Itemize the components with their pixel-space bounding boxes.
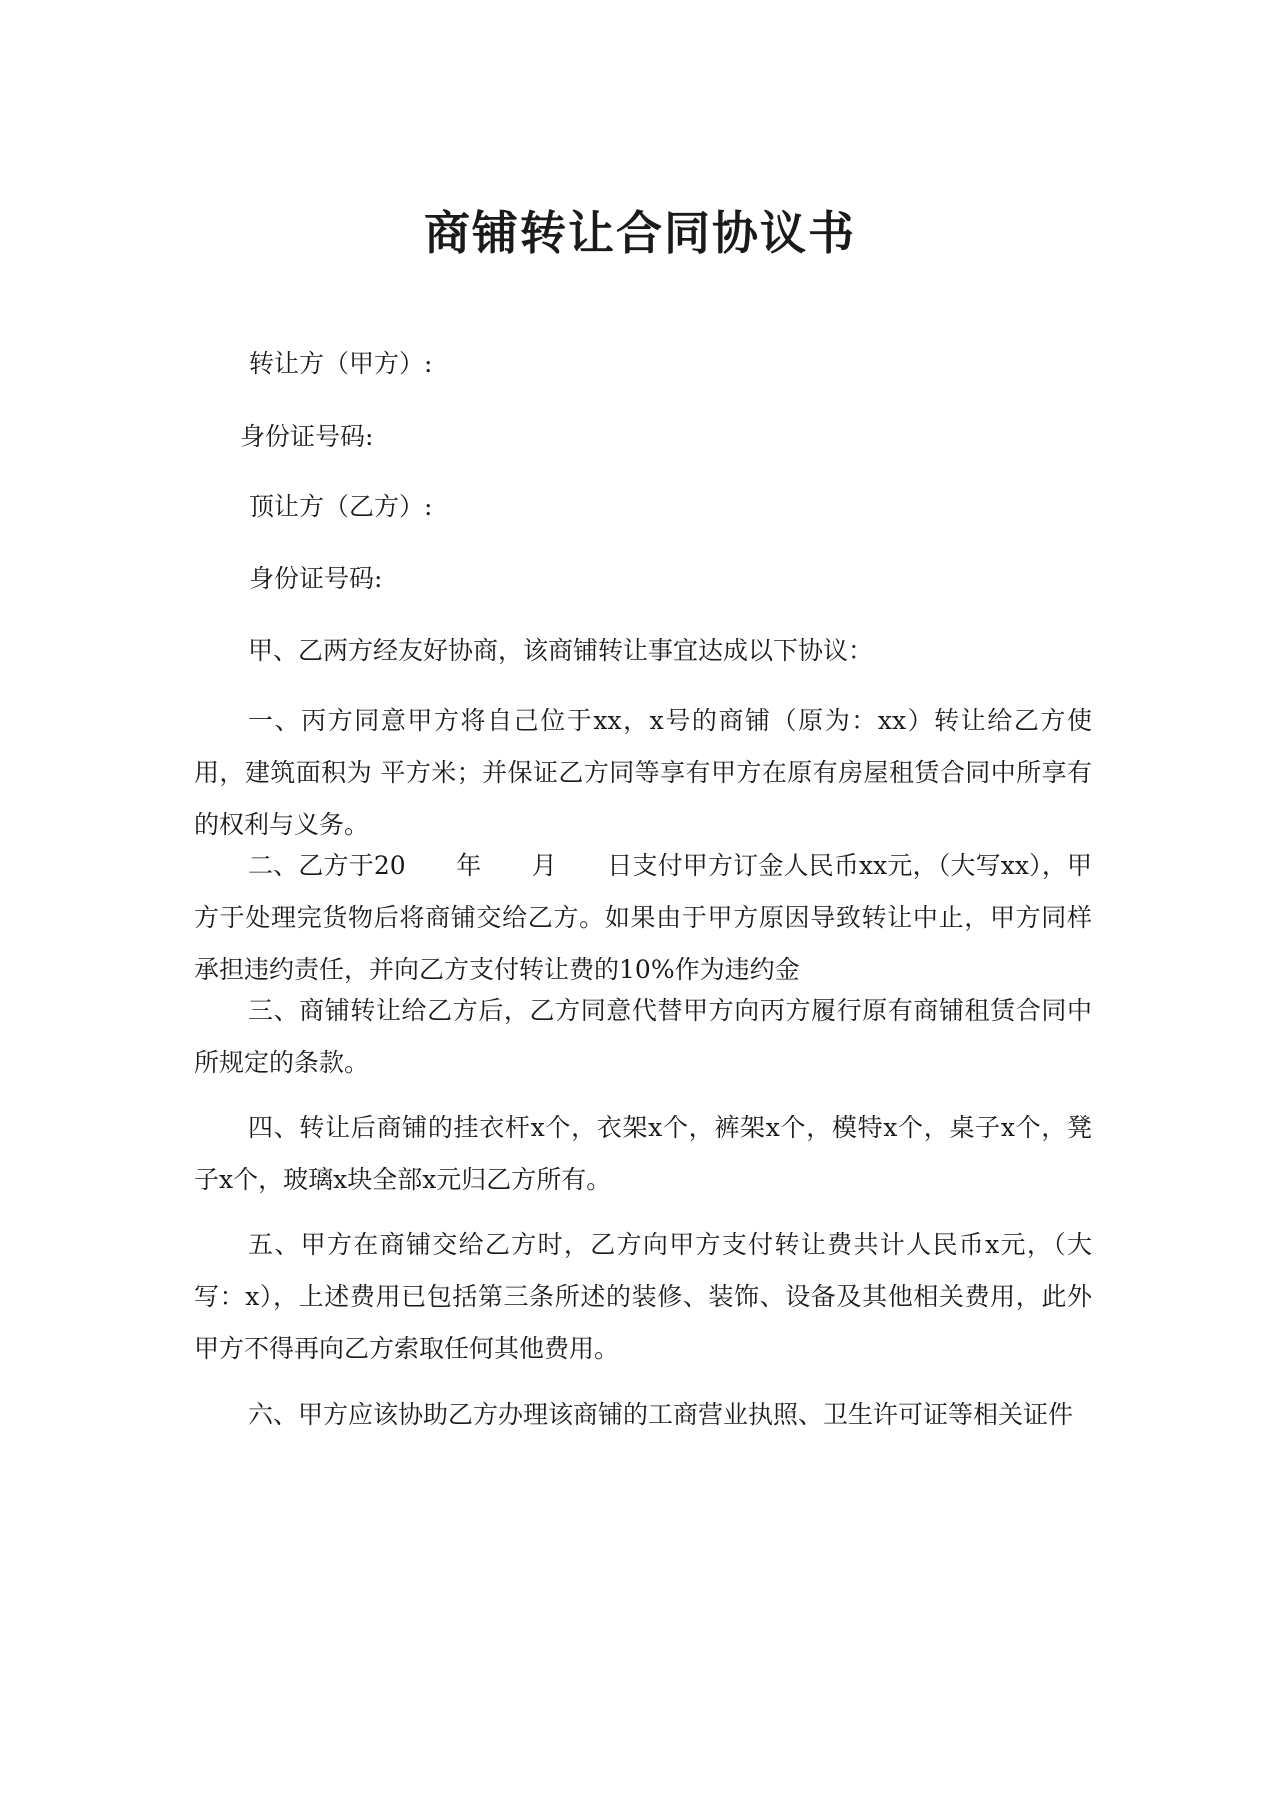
intro-paragraph: 甲、乙两方经友好协商，该商铺转让事宜达成以下协议：: [248, 636, 874, 665]
clause-1: 一、丙方同意甲方将自己位于xx，x号的商铺（原为：xx）转让给乙方使用，建筑面积为 平方米；并保证乙方同等享有甲方在原有房屋租赁合同中所享有的权利与义务。: [194, 706, 1092, 839]
clause-3: 三、商铺转让给乙方后，乙方同意代替甲方向丙方履行原有商铺租赁合同中所规定的条款。: [194, 996, 1092, 1077]
transferor-id-field: 身份证号码:: [240, 422, 374, 451]
document-title: 商铺转让合同协议书: [424, 206, 856, 260]
transferee-field: 顶让方（乙方）:: [249, 492, 433, 521]
transferee-id-field: 身份证号码:: [249, 564, 383, 593]
clause-4: 四、转让后商铺的挂衣杆x个，衣架x个，裤架x个，模特x个，桌子x个，凳子x个，玻璃x块全部x元归乙方所有。: [194, 1113, 1092, 1194]
clause-5: 五、甲方在商铺交给乙方时，乙方向甲方支付转让费共计人民币x元，（大写：x），上述费用已包括第三条所述的装修、装饰、设备及其他相关费用，此外甲方不得再向乙方索取任何其他费用。: [194, 1230, 1092, 1363]
clause-6: 六、甲方应该协助乙方办理该商铺的工商营业执照、卫生许可证等相关证件: [248, 1400, 1074, 1429]
transferor-field: 转让方（甲方）:: [249, 349, 433, 378]
clause-2: 二、乙方于20 年 月 日支付甲方订金人民币xx元，（大写xx），甲方于处理完货物后将商铺交给乙方。如果由于甲方原因导致转让中止，甲方同样承担违约责任，并向乙方支付转让费的10%作为违约金: [194, 851, 1092, 984]
